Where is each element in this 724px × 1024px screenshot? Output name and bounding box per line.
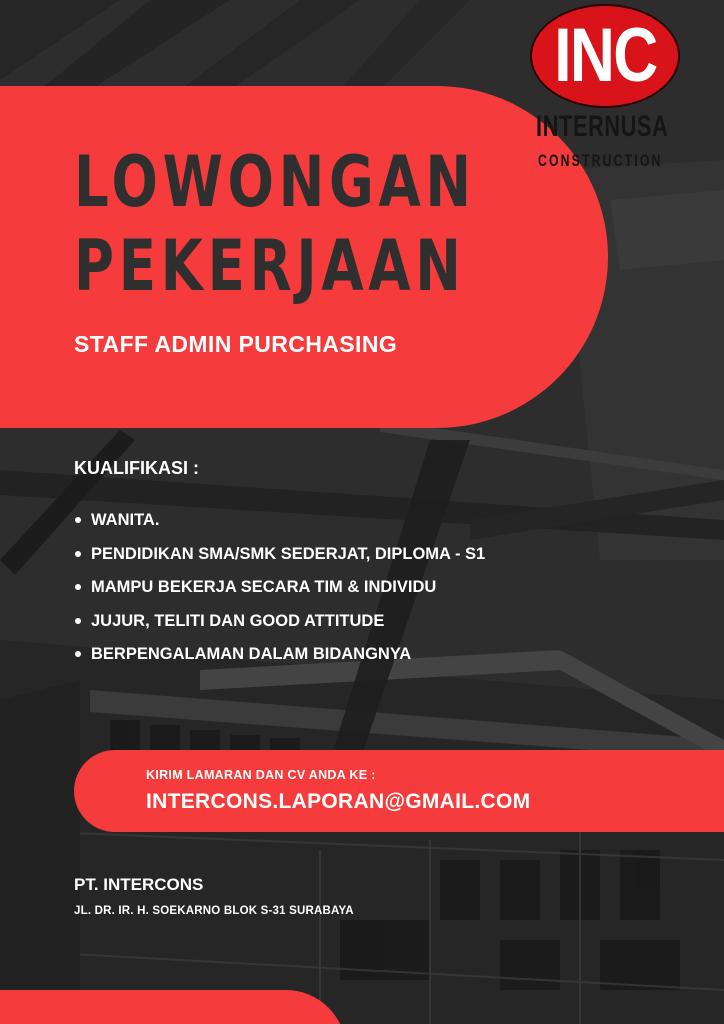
qualification-text: WANITA.	[91, 511, 160, 529]
qualification-text: JUJUR, TELITI DAN GOOD ATTITUDE	[91, 611, 385, 630]
logo-name-text: INTERNUSA	[536, 110, 669, 143]
job-position: STAFF ADMIN PURCHASING	[74, 331, 398, 357]
footer-red-shape	[0, 990, 346, 1024]
company-logo	[526, 4, 686, 174]
company-address: JL. DR. IR. H. SOEKARNO BLOK S-31 SURABAYA	[74, 905, 354, 917]
title-line-1: LOWONGAN	[74, 141, 476, 223]
bullet-icon	[75, 618, 81, 624]
qualifications-heading: KUALIFIKASI :	[74, 458, 199, 478]
list-item	[74, 577, 485, 611]
list-item	[74, 644, 485, 678]
logo-mark-text: INC	[553, 13, 657, 98]
bullet-icon	[75, 651, 81, 657]
bullet-icon	[75, 551, 81, 557]
list-item	[74, 611, 485, 645]
qualification-text: MAMPU BEKERJA SECARA TIM & INDIVIDU	[91, 578, 437, 596]
qualifications-list	[74, 510, 485, 678]
company-name: PT. INTERCONS	[74, 875, 204, 894]
logo-emblem	[530, 4, 680, 108]
contact-email-link[interactable]: INTERCONS.LAPORAN@GMAIL.COM	[146, 790, 531, 813]
bullet-icon	[75, 584, 81, 590]
logo-subtitle-text: CONSTRUCTION	[538, 151, 663, 170]
list-item	[74, 510, 485, 544]
contact-instruction: KIRIM LAMARAN DAN CV ANDA KE :	[146, 768, 376, 782]
job-vacancy-title	[74, 140, 476, 308]
title-line-2: PEKERJAAN	[74, 225, 466, 307]
list-item	[74, 544, 485, 578]
qualification-text: PENDIDIKAN SMA/SMK SEDERJAT, DIPLOMA - S1	[91, 544, 486, 563]
qualification-text: BERPENGALAMAN DALAM BIDANGNYA	[91, 645, 412, 663]
bullet-icon	[75, 517, 81, 523]
